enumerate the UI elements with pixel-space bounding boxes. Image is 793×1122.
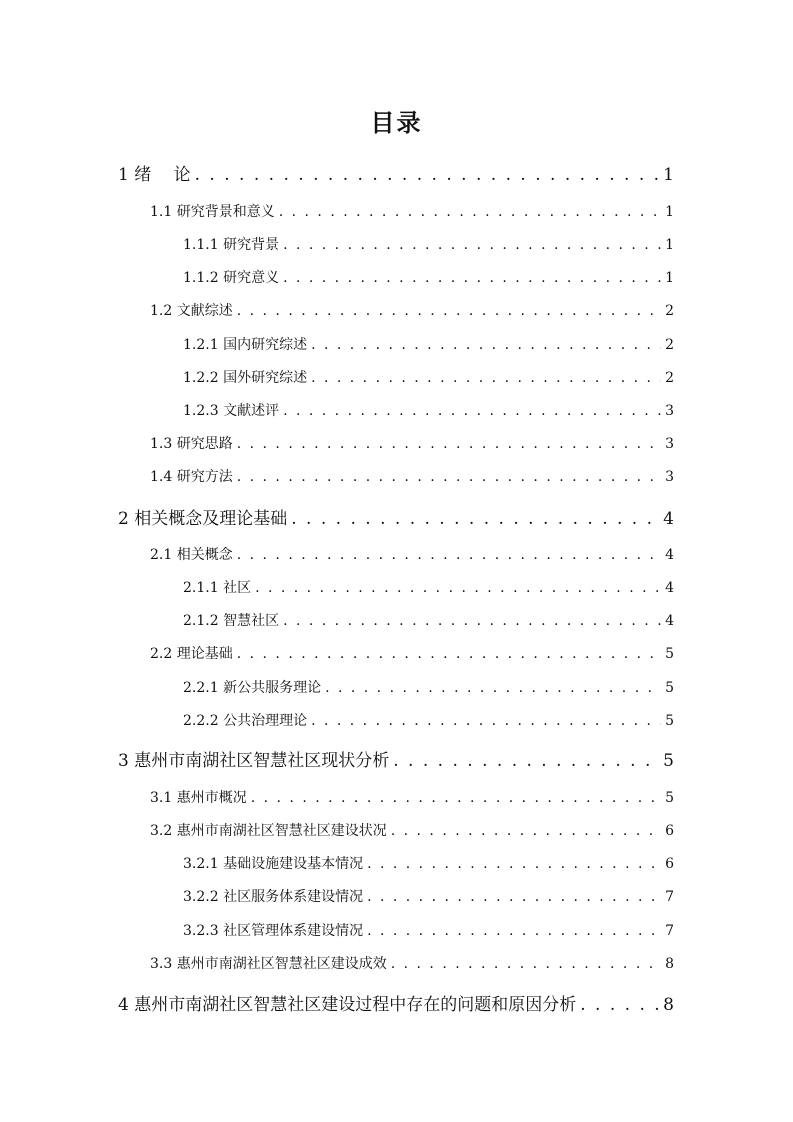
toc-entry-label: 2.1 相关概念 [150, 547, 233, 563]
toc-entry-1-2[interactable] [150, 300, 674, 320]
toc-page-number: 8 [665, 956, 674, 972]
toc-entry-label: 1.1.2 研究意义 [183, 270, 280, 286]
dot-leader [237, 303, 661, 319]
toc-title: 目录 [370, 109, 423, 137]
toc-entry-label: 2.2 理论基础 [150, 646, 233, 662]
toc-entry-label: 3.2 惠州市南湖社区智慧社区建设状况 [150, 823, 387, 839]
toc-entry-label: 3.2.1 基础设施建设基本情况 [183, 856, 364, 872]
dot-leader [391, 956, 661, 972]
toc-entry-label: 1.2.1 国内研究综述 [183, 337, 308, 353]
dot-leader [251, 790, 661, 806]
toc-page-number: 1 [665, 237, 674, 253]
toc-entry-2-1[interactable] [150, 544, 674, 564]
toc-entry-label: 1.3 研究思路 [150, 436, 233, 452]
toc-page-number: 1 [665, 204, 674, 220]
toc-entry-label: 1.2.3 文献述评 [183, 403, 280, 419]
toc-entry-label: 2.2.1 新公共服务理论 [183, 680, 322, 696]
toc-page-number: 3 [665, 436, 674, 452]
toc-entry-3-2-3[interactable] [183, 920, 674, 940]
toc-entry-1-2-2[interactable] [183, 367, 674, 387]
toc-page-number: 1 [665, 270, 674, 286]
dot-leader [367, 923, 661, 939]
toc-entry-label: 3.3 惠州市南湖社区智慧社区建设成效 [150, 956, 387, 972]
dot-leader [237, 436, 661, 452]
dot-leader [237, 469, 661, 485]
toc-page-number: 2 [665, 337, 674, 353]
toc-entry-2-1-1[interactable] [183, 577, 674, 597]
dot-leader [325, 680, 661, 696]
toc-page-number: 5 [665, 713, 674, 729]
toc-page-number: 5 [665, 646, 674, 662]
toc-entry-1[interactable] [118, 160, 674, 185]
toc-entry-2-2[interactable] [150, 643, 674, 663]
toc-entry-3-1[interactable] [150, 787, 674, 807]
toc-page-number: 4 [665, 580, 674, 596]
toc-entry-3-2[interactable] [150, 820, 674, 840]
toc-entry-2-2-1[interactable] [183, 677, 674, 697]
dot-leader [311, 713, 661, 729]
toc-page-number: 5 [665, 790, 674, 806]
toc-page-number: 1 [663, 165, 674, 185]
toc-entry-label: 1.2.2 国外研究综述 [183, 370, 308, 386]
toc-entry-label: 1.2 文献综述 [150, 303, 233, 319]
dot-leader [367, 856, 661, 872]
toc-entry-1-2-1[interactable] [183, 334, 674, 354]
toc-page-number: 7 [665, 889, 674, 905]
toc-page-number: 8 [663, 995, 674, 1015]
dot-leader [237, 646, 661, 662]
toc-entry-2-2-2[interactable] [183, 710, 674, 730]
toc-entry-1-2-3[interactable] [183, 400, 674, 420]
toc-entry-1-3[interactable] [150, 433, 674, 453]
dot-leader [311, 337, 661, 353]
toc-page-number: 3 [665, 403, 674, 419]
dot-leader [283, 403, 661, 419]
dot-leader [311, 370, 661, 386]
dot-leader [367, 889, 661, 905]
toc-entry-label: 2 相关概念及理论基础 [118, 509, 288, 529]
toc-page-number: 6 [665, 823, 674, 839]
toc-entry-label: 2.1.1 社区 [183, 580, 252, 596]
toc-page-number: 4 [663, 509, 674, 529]
toc-entry-label: 1 绪 论 [118, 165, 191, 185]
dot-leader [283, 270, 661, 286]
toc-entry-label: 2.2.2 公共治理理论 [183, 713, 308, 729]
toc-entry-3-2-1[interactable] [183, 853, 674, 873]
toc-entry-4[interactable] [118, 990, 674, 1015]
dot-leader [391, 823, 661, 839]
toc-page-number: 7 [665, 923, 674, 939]
dot-leader [291, 509, 659, 529]
toc-page-number: 5 [663, 751, 674, 771]
toc-entry-label: 3.2.3 社区管理体系建设情况 [183, 923, 364, 939]
dot-leader [283, 237, 661, 253]
toc-entry-3[interactable] [118, 746, 674, 771]
dot-leader [237, 547, 661, 563]
dot-leader [255, 580, 661, 596]
toc-entry-2-1-2[interactable] [183, 610, 674, 630]
toc-page-number: 6 [665, 856, 674, 872]
toc-entry-label: 1.4 研究方法 [150, 469, 233, 485]
toc-page-number: 3 [665, 469, 674, 485]
toc-entry-label: 3.2.2 社区服务体系建设情况 [183, 889, 364, 905]
toc-entry-label: 4 惠州市南湖社区智慧社区建设过程中存在的问题和原因分析 [118, 995, 577, 1015]
toc-entry-3-2-2[interactable] [183, 886, 674, 906]
toc-entry-1-1-1[interactable] [183, 234, 674, 254]
toc-page-number: 4 [665, 547, 674, 563]
dot-leader [283, 613, 661, 629]
dot-leader [580, 995, 659, 1015]
toc-entry-label: 3.1 惠州市概况 [150, 790, 247, 806]
toc-page-number: 5 [665, 680, 674, 696]
dot-leader [279, 204, 661, 220]
toc-entry-3-3[interactable] [150, 953, 674, 973]
toc-entry-label: 1.1 研究背景和意义 [150, 204, 275, 220]
toc-entry-1-1-2[interactable] [183, 267, 674, 287]
toc-page-number: 4 [665, 613, 674, 629]
toc-entry-label: 2.1.2 智慧社区 [183, 613, 280, 629]
toc-entry-1-1[interactable] [150, 201, 674, 221]
dot-leader [393, 751, 659, 771]
toc-page-number: 2 [665, 370, 674, 386]
toc-entry-label: 1.1.1 研究背景 [183, 237, 280, 253]
toc-entry-1-4[interactable] [150, 466, 674, 486]
toc-page-number: 2 [665, 303, 674, 319]
toc-entry-2[interactable] [118, 504, 674, 529]
dot-leader [195, 165, 660, 185]
toc-entry-label: 3 惠州市南湖社区智慧社区现状分析 [118, 751, 390, 771]
